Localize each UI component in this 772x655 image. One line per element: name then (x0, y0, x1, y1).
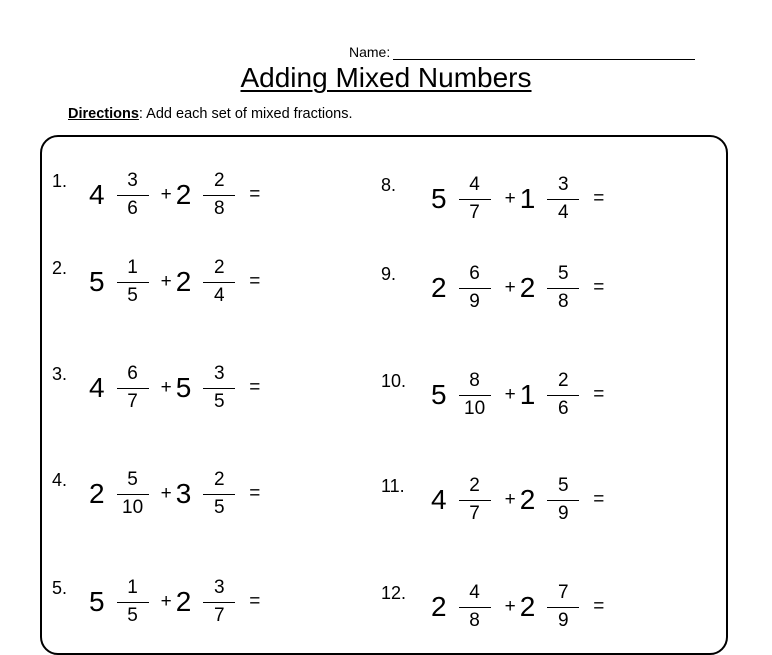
directions (68, 106, 353, 122)
equals-sign: = (249, 377, 261, 398)
denominator: 5 (213, 497, 225, 519)
problem-expression (431, 579, 604, 635)
equals-sign: = (249, 271, 261, 292)
fraction-bar (203, 494, 235, 496)
equals-sign: = (249, 184, 261, 205)
fraction (459, 174, 491, 225)
numerator: 1 (127, 576, 138, 598)
fraction-bar (547, 395, 579, 397)
numerator: 2 (213, 256, 225, 278)
fraction-bar (203, 388, 235, 390)
name-field (349, 44, 695, 60)
problem-expression (89, 360, 260, 416)
plus-sign: + (504, 188, 516, 209)
denominator: 6 (557, 398, 569, 420)
denominator: 7 (213, 605, 225, 627)
plus-sign: + (504, 384, 516, 405)
fraction-bar (117, 602, 149, 604)
problem-expression (431, 367, 604, 423)
equals-sign: = (593, 489, 605, 510)
denominator: 7 (469, 202, 480, 224)
problem-number: 3. (52, 364, 68, 384)
fraction (459, 263, 491, 314)
fraction (459, 370, 491, 421)
equals-sign: = (593, 596, 605, 617)
numerator: 5 (557, 262, 569, 284)
problem-number: 2. (52, 258, 68, 278)
fraction-bar (547, 288, 579, 290)
fraction (117, 469, 149, 520)
fraction-bar (459, 395, 491, 397)
whole-number: 5 (89, 586, 105, 617)
fraction (459, 582, 491, 633)
whole-number: 3 (175, 478, 192, 509)
denominator: 5 (127, 605, 138, 627)
fraction-bar (117, 388, 149, 390)
numerator: 8 (469, 369, 480, 391)
plus-sign: + (160, 184, 172, 205)
numerator: 2 (557, 369, 569, 391)
fraction (203, 257, 235, 308)
denominator: 9 (557, 503, 569, 525)
fraction (547, 174, 579, 225)
numerator: 3 (127, 169, 138, 191)
fraction-bar (459, 199, 491, 201)
whole-number: 4 (431, 484, 447, 515)
denominator: 7 (469, 503, 480, 525)
fraction (547, 582, 579, 633)
whole-number: 5 (89, 266, 105, 297)
whole-number: 4 (89, 179, 105, 210)
whole-number: 2 (431, 272, 447, 303)
whole-number: 2 (519, 272, 536, 303)
numerator: 5 (557, 474, 569, 496)
denominator: 5 (127, 285, 138, 307)
fraction (203, 363, 235, 414)
numerator: 2 (213, 468, 225, 490)
numerator: 3 (213, 576, 225, 598)
fraction (547, 475, 579, 526)
fraction-bar (117, 494, 149, 496)
fraction-bar (203, 195, 235, 197)
numerator: 6 (127, 362, 138, 384)
denominator: 8 (213, 198, 225, 220)
whole-number: 2 (519, 484, 536, 515)
problem-expression (89, 254, 260, 310)
whole-number: 1 (519, 379, 536, 410)
fraction-bar (459, 607, 491, 609)
problem-expression (431, 260, 604, 316)
numerator: 4 (469, 173, 480, 195)
fraction (117, 170, 149, 221)
fraction-bar (459, 288, 491, 290)
numerator: 4 (469, 581, 480, 603)
equals-sign: = (593, 277, 605, 298)
numerator: 5 (127, 468, 138, 490)
problem-number: 12. (381, 583, 407, 603)
fraction-bar (203, 602, 235, 604)
plus-sign: + (160, 591, 172, 612)
numerator: 2 (469, 474, 480, 496)
fraction (117, 363, 149, 414)
denominator: 7 (127, 391, 138, 413)
problem-number: 5. (52, 578, 68, 598)
problem-expression (431, 472, 604, 528)
plus-sign: + (504, 277, 516, 298)
whole-number: 5 (175, 372, 192, 403)
plus-sign: + (160, 483, 172, 504)
whole-number: 2 (175, 266, 192, 297)
fraction (203, 170, 235, 221)
whole-number: 4 (89, 372, 105, 403)
numerator: 3 (213, 362, 225, 384)
plus-sign: + (160, 271, 172, 292)
fraction (203, 577, 235, 628)
denominator: 8 (557, 291, 569, 313)
fraction-bar (117, 282, 149, 284)
denominator: 10 (122, 497, 144, 519)
name-blank-line[interactable] (393, 45, 695, 60)
fraction-bar (117, 195, 149, 197)
numerator: 6 (469, 262, 480, 284)
problem-number: 10. (381, 371, 407, 391)
fraction (117, 257, 149, 308)
fraction-bar (547, 607, 579, 609)
plus-sign: + (160, 377, 172, 398)
problem-number: 8. (381, 175, 397, 195)
equals-sign: = (593, 188, 605, 209)
problem-expression (89, 167, 260, 223)
whole-number: 2 (519, 591, 536, 622)
fraction-bar (547, 500, 579, 502)
whole-number: 2 (431, 591, 447, 622)
numerator: 3 (557, 173, 569, 195)
problem-expression (431, 171, 604, 227)
fraction-bar (459, 500, 491, 502)
problem-expression (89, 574, 260, 630)
fraction (547, 263, 579, 314)
plus-sign: + (504, 596, 516, 617)
problem-number: 1. (52, 171, 68, 191)
problem-expression (89, 466, 260, 522)
fraction-bar (547, 199, 579, 201)
denominator: 9 (469, 291, 480, 313)
problem-number: 9. (381, 264, 397, 284)
denominator: 4 (213, 285, 225, 307)
whole-number: 2 (175, 179, 192, 210)
fraction (203, 469, 235, 520)
directions-label: Directions (68, 106, 139, 122)
denominator: 10 (464, 398, 486, 420)
fraction (547, 370, 579, 421)
whole-number: 1 (519, 183, 536, 214)
equals-sign: = (249, 483, 261, 504)
title-text: Adding Mixed Numbers (240, 62, 532, 93)
denominator: 8 (469, 610, 480, 632)
plus-sign: + (504, 489, 516, 510)
fraction (459, 475, 491, 526)
fraction (117, 577, 149, 628)
equals-sign: = (249, 591, 261, 612)
problem-number: 11. (381, 476, 405, 496)
whole-number: 5 (431, 183, 447, 214)
denominator: 6 (127, 198, 138, 220)
whole-number: 2 (175, 586, 192, 617)
numerator: 1 (127, 256, 138, 278)
whole-number: 5 (431, 379, 447, 410)
fraction-bar (203, 282, 235, 284)
page-title (0, 62, 772, 94)
name-label: Name: (349, 44, 391, 60)
numerator: 7 (557, 581, 569, 603)
problem-number: 4. (52, 470, 68, 490)
denominator: 4 (557, 202, 569, 224)
denominator: 5 (213, 391, 225, 413)
directions-text: : Add each set of mixed fractions. (138, 106, 353, 122)
denominator: 9 (557, 610, 569, 632)
whole-number: 2 (89, 478, 105, 509)
equals-sign: = (593, 384, 605, 405)
numerator: 2 (213, 169, 225, 191)
